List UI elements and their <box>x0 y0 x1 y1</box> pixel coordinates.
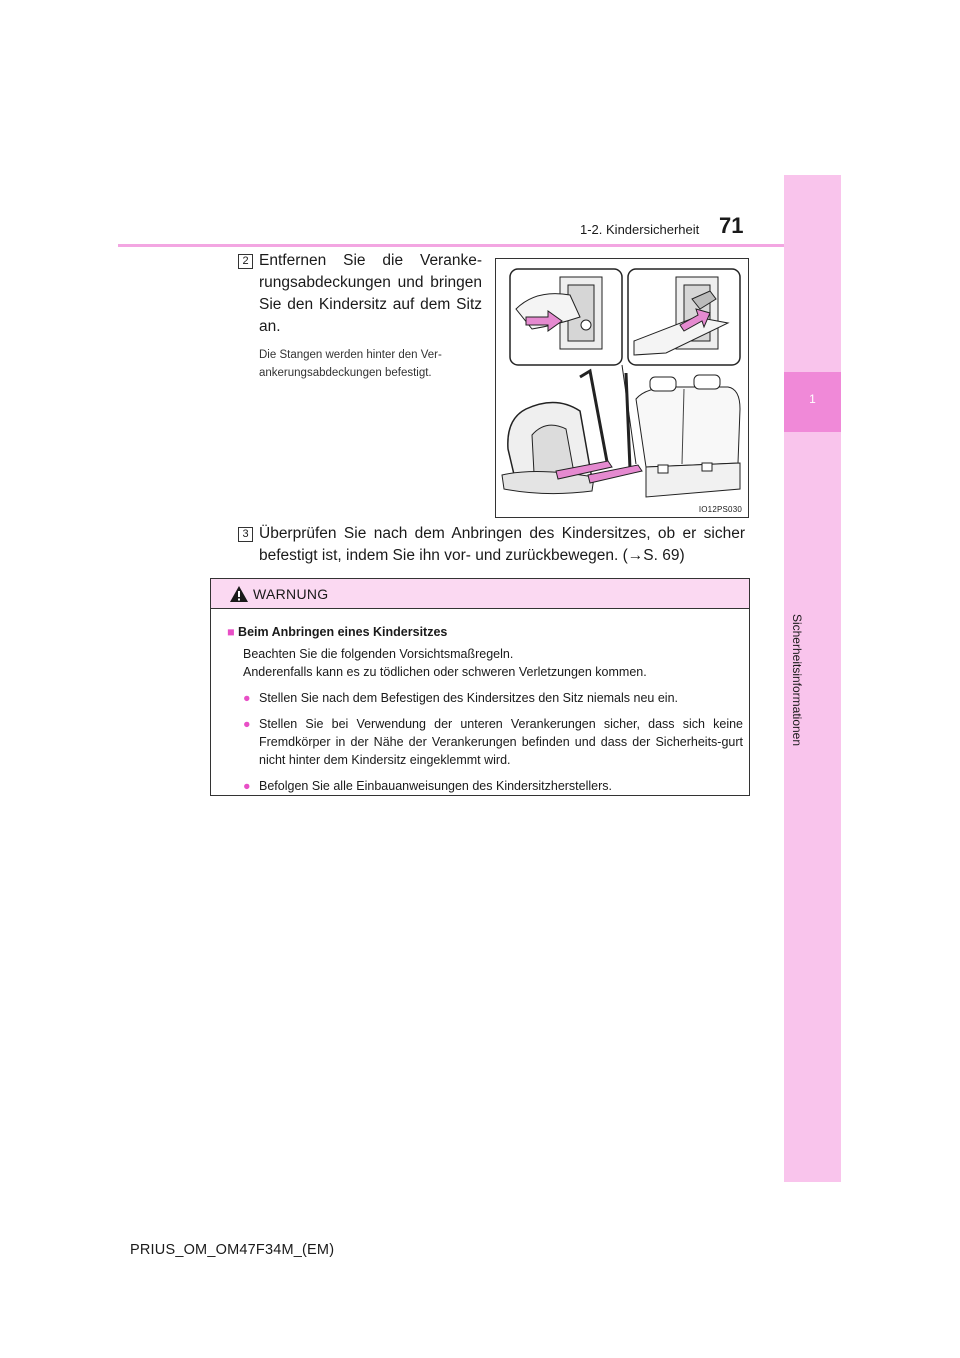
warning-heading: Beim Anbringen eines Kindersitzes <box>238 625 448 639</box>
warning-header <box>211 579 749 609</box>
warning-bullet <box>243 715 743 769</box>
step-2-text: Entfernen Sie die Veranke-rungsabdeckungen und bringen Sie den Kindersitz auf dem Sitz an. <box>259 252 482 335</box>
circle-bullet-icon: ● <box>243 717 251 731</box>
warning-title: WARNUNG <box>253 586 329 602</box>
warning-bullet-text: Stellen Sie bei Verwendung der unteren Verankerungen sicher, dass sich keine Fremdkörper in der Nähe der Verankerungen befinden und dass der Sicherheits-gurt nicht hinter dem Kindersitz eingeklemmt wird. <box>259 717 743 767</box>
child-seat-illustration <box>495 258 749 518</box>
square-bullet-icon: ■ <box>227 625 235 639</box>
warning-body <box>227 623 743 795</box>
warning-bullet-text: Stellen Sie nach dem Befestigen des Kindersitzes den Sitz niemals neu ein. <box>259 691 678 705</box>
step-3-text: Überprüfen Sie nach dem Anbringen des Kindersitzes, ob er sicher befestigt ist, indem Sie ihn vor- und zurückbewegen. (→S. 69) <box>259 525 745 564</box>
chapter-number: 1 <box>809 392 816 406</box>
warning-bullet <box>243 689 743 707</box>
figure-code: IO12PS030 <box>698 505 742 514</box>
warning-triangle-icon <box>229 585 249 603</box>
warning-box <box>210 578 750 796</box>
warning-intro: Beachten Sie die folgenden Vorsichtsmaßregeln. <box>243 647 514 661</box>
circle-bullet-icon: ● <box>243 691 251 705</box>
page-number: 71 <box>719 213 744 238</box>
document-id: PRIUS_OM_OM47F34M_(EM) <box>130 1242 335 1258</box>
step-2-note: Die Stangen werden hinter den Ver-ankerungsabdeckungen befestigt. <box>259 349 442 379</box>
chapter-label: Sicherheitsinformationen <box>790 613 804 747</box>
warning-intro-2: Anderenfalls kann es zu tödlichen oder schweren Verletzungen kommen. <box>243 665 647 679</box>
chapter-label-wrap <box>790 600 824 747</box>
warning-bullet <box>243 777 743 795</box>
step-number-3: 3 <box>238 527 253 542</box>
section-title: 1-2. Kindersicherheit <box>580 222 700 237</box>
child-seat-drawing <box>496 259 748 517</box>
circle-bullet-icon: ● <box>243 779 251 793</box>
header-rule <box>118 244 784 247</box>
warning-bullet-text: Befolgen Sie alle Einbauanweisungen des Kindersitzherstellers. <box>259 779 612 793</box>
step-number-2: 2 <box>238 254 253 269</box>
